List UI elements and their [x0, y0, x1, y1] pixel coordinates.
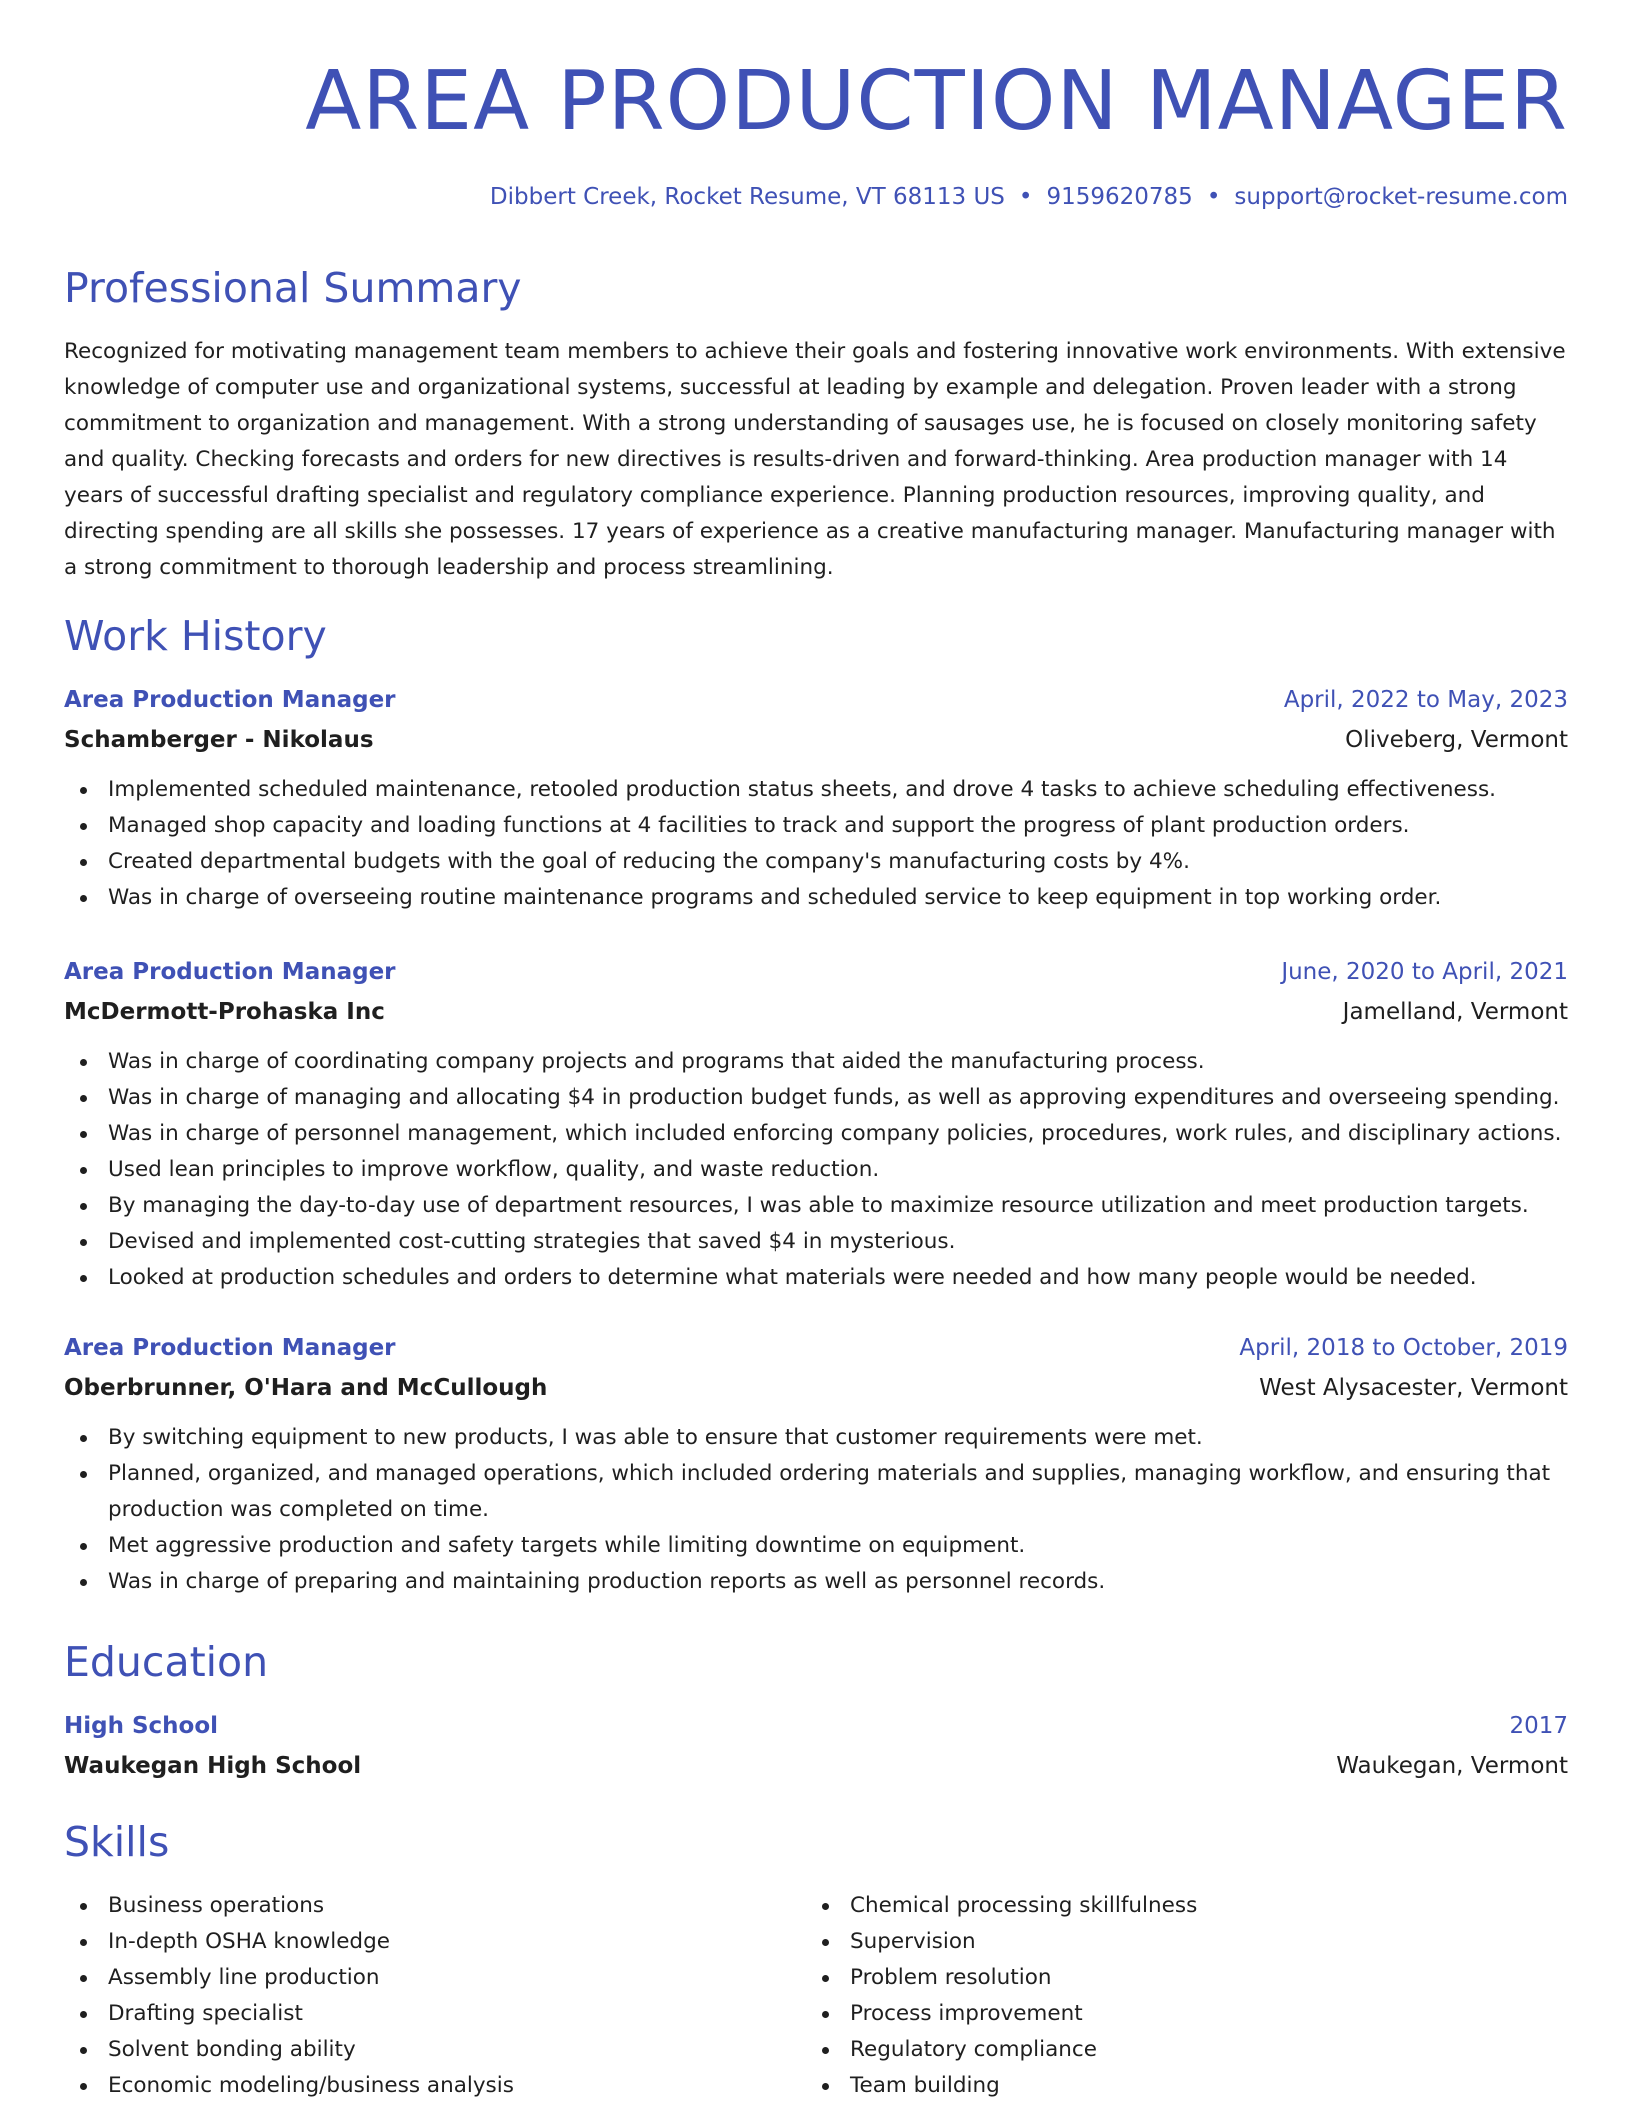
skill-item: Economic modeling/business analysis	[64, 2068, 764, 2104]
section-title-education: Education	[64, 1638, 269, 1686]
education-location: Waukegan, Vermont	[1336, 1753, 1568, 1779]
skill-item: Team building	[806, 2068, 1506, 2104]
list-item: Devised and implemented cost-cutting strategies that saved $4 in mysterious.	[64, 1224, 1568, 1260]
candidate-name: AREA PRODUCTION MANAGER	[305, 54, 1568, 149]
job-company: Schamberger - Nikolaus	[64, 727, 374, 753]
list-item: By managing the day-to-day use of department resources, I was able to maximize resource utilization and meet production targets.	[64, 1188, 1568, 1224]
list-item: Was in charge of preparing and maintaining production reports as well as personnel records.	[64, 1564, 1568, 1600]
contact-email[interactable]: support@rocket-resume.com	[1234, 184, 1568, 210]
contact-address: Dibbert Creek, Rocket Resume, VT 68113 US	[489, 184, 1005, 210]
list-item: Planned, organized, and managed operations, which included ordering materials and supplies, managing workflow, and ensuring that production was completed on time.	[64, 1456, 1568, 1528]
contact-phone: 9159620785	[1046, 184, 1193, 210]
job-entry	[64, 680, 1568, 916]
list-item: Used lean principles to improve workflow, quality, and waste reduction.	[64, 1152, 1568, 1188]
job-location: West Alysacester, Vermont	[1259, 1375, 1568, 1401]
education-year: 2017	[1509, 1713, 1568, 1739]
skill-item: Regulatory compliance	[806, 2032, 1506, 2068]
job-dates: April, 2018 to October, 2019	[1239, 1335, 1568, 1361]
list-item: Implemented scheduled maintenance, retooled production status sheets, and drove 4 tasks to achieve scheduling effectiveness.	[64, 772, 1568, 808]
job-entry	[64, 952, 1568, 1296]
job-dates: April, 2022 to May, 2023	[1283, 687, 1568, 713]
skill-item: Assembly line production	[64, 1960, 764, 1996]
contact-separator: •	[1018, 184, 1033, 210]
skill-item: Process improvement	[806, 1996, 1506, 2032]
job-role: Area Production Manager	[64, 1335, 396, 1361]
list-item: Met aggressive production and safety targets while limiting downtime on equipment.	[64, 1528, 1568, 1564]
list-item: Created departmental budgets with the goal of reducing the company's manufacturing costs by 4%.	[64, 844, 1568, 880]
job-dates: June, 2020 to April, 2021	[1281, 959, 1568, 985]
summary-text: Recognized for motivating management team members to achieve their goals and fostering innovative work environments. With extensive knowledge of computer use and organizational systems, successful at leading by example and delegation. Proven leader with a strong commitment to organization and management. With a strong understanding of sausages use, he is focused on closely monitoring safety and quality. Checking forecasts and orders for new directives is results-driven and forward-thinking. Area production manager with 14 years of successful drafting specialist and regulatory compliance experience. Planning production resources, improving quality, and directing spending are all skills she possesses. 17 years of experience as a creative manufacturing manager. Manufacturing manager with a strong commitment to thorough leadership and process streamlining.	[64, 339, 1566, 580]
education-school: Waukegan High School	[64, 1753, 362, 1779]
job-bullets	[64, 1420, 1568, 1600]
job-bullets	[64, 1044, 1568, 1296]
education-entry	[64, 1706, 1568, 1786]
skill-item: Problem resolution	[806, 1960, 1506, 1996]
section-title-summary: Professional Summary	[64, 264, 522, 312]
list-item: Was in charge of overseeing routine maintenance programs and scheduled service to keep equipment in top working order.	[64, 880, 1568, 916]
job-location: Oliveberg, Vermont	[1345, 727, 1568, 753]
contact-separator: •	[1206, 184, 1221, 210]
job-role: Area Production Manager	[64, 959, 396, 985]
list-item: By switching equipment to new products, I was able to ensure that customer requirements were met.	[64, 1420, 1568, 1456]
skill-item: Supervision	[806, 1924, 1506, 1960]
job-company: McDermott-Prohaska Inc	[64, 999, 385, 1025]
job-location: Jamelland, Vermont	[1342, 999, 1568, 1025]
contact-line	[490, 180, 1568, 214]
job-entry	[64, 1328, 1568, 1600]
list-item: Was in charge of personnel management, which included enforcing company policies, procedures, work rules, and disciplinary actions.	[64, 1116, 1568, 1152]
list-item: Was in charge of coordinating company projects and programs that aided the manufacturing process.	[64, 1044, 1568, 1080]
section-title-work-history: Work History	[64, 612, 327, 660]
job-company: Oberbrunner, O'Hara and McCullough	[64, 1375, 548, 1401]
list-item: Was in charge of managing and allocating $4 in production budget funds, as well as approving expenditures and overseeing spending.	[64, 1080, 1568, 1116]
list-item: Managed shop capacity and loading functions at 4 facilities to track and support the progress of plant production orders.	[64, 808, 1568, 844]
section-title-skills: Skills	[64, 1818, 170, 1866]
skills-column-left	[64, 1888, 764, 2104]
list-item: Looked at production schedules and orders to determine what materials were needed and how many people would be needed.	[64, 1260, 1568, 1296]
skills-column-right	[806, 1888, 1506, 2104]
education-degree: High School	[64, 1713, 219, 1739]
skill-item: In-depth OSHA knowledge	[64, 1924, 764, 1960]
job-bullets	[64, 772, 1568, 916]
skill-item: Chemical processing skillfulness	[806, 1888, 1506, 1924]
job-role: Area Production Manager	[64, 687, 396, 713]
skill-item: Solvent bonding ability	[64, 2032, 764, 2068]
skill-item: Drafting specialist	[64, 1996, 764, 2032]
skill-item: Business operations	[64, 1888, 764, 1924]
